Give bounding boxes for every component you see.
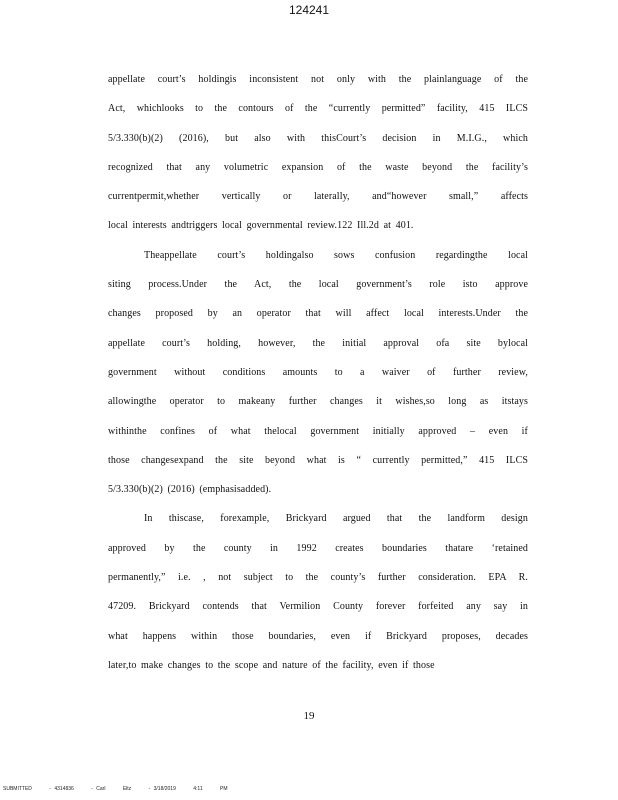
text-line: Theappellate court’s holdingalso sows confusion regardingthe local: [144, 249, 528, 261]
text-line: what happens within those boundaries, even if Brickyard proposes, decades: [108, 630, 528, 642]
footer-ampm: PM: [220, 786, 228, 792]
text-line: approved by the county in 1992 creates boundaries thatare ‘retained: [108, 542, 528, 554]
text-line: Act, whichlooks to the contours of the “currently permitted” facility, 415 ILCS: [108, 103, 528, 115]
footer-time: 4:11: [193, 786, 203, 792]
text-line: appellate court’s holdingis inconsistent not only with the plainlanguage of the: [108, 74, 528, 85]
text-line: recognized that any volumetric expansion of the waste beyond the facility’s: [108, 161, 528, 173]
footer-field1: - Carl: [91, 786, 106, 792]
text-line: those changesexpand the site beyond what is “ currently permitted,” 415 ILCS: [108, 454, 528, 466]
text-line: siting process.Under the Act, the local government’s role isto approve: [108, 279, 528, 291]
text-line: allowingthe operator to makeany further changes it wishes,so long as itstays: [108, 396, 528, 408]
page-number: 19: [303, 710, 315, 722]
text-line: In thiscase, forexample, Brickyard argued that the landform design: [144, 513, 528, 525]
footer-date: - 3/18/2019: [148, 786, 176, 792]
brief-body-text: [108, 70, 528, 685]
text-line: later,to make changes to the scope and nature of the facility, even if those: [108, 659, 435, 671]
document-number: 124241: [288, 3, 330, 17]
text-line: 5/3.330(b)(2) (2016), but also with thisCourt’s decision in M.I.G., which: [108, 132, 528, 144]
text-line: 5/3.330(b)(2) (2016) (emphasisadded).: [108, 484, 272, 496]
text-line: appellate court’s holding, however, the initial approval ofa site bylocal: [108, 337, 528, 349]
footer-status: SUBMITTED: [3, 786, 32, 792]
text-line: government without conditions amounts to a waiver of further review,: [108, 366, 528, 378]
text-line: currentpermit,whether vertically or laterally, and“however small,” affects: [108, 191, 528, 203]
text-line: 47209. Brickyard contends that Vermilion County forever forfeited any say in: [108, 601, 528, 613]
text-line: changes proposed by an operator that will affect local interests.Under the: [108, 308, 528, 320]
text-line: permanently,” i.e. , not subject to the county’s further consideration. EPA R.: [108, 572, 528, 584]
text-line: local interests andtriggers local governmental review.122 Ill.2d at 401.: [108, 220, 414, 232]
footer-field2: Eltz: [122, 786, 132, 792]
footer-id: - 4314836: [49, 786, 74, 792]
filing-stamp-footer: [3, 786, 242, 792]
text-line: withinthe confines of what thelocal government initially approved – even if: [108, 425, 528, 437]
